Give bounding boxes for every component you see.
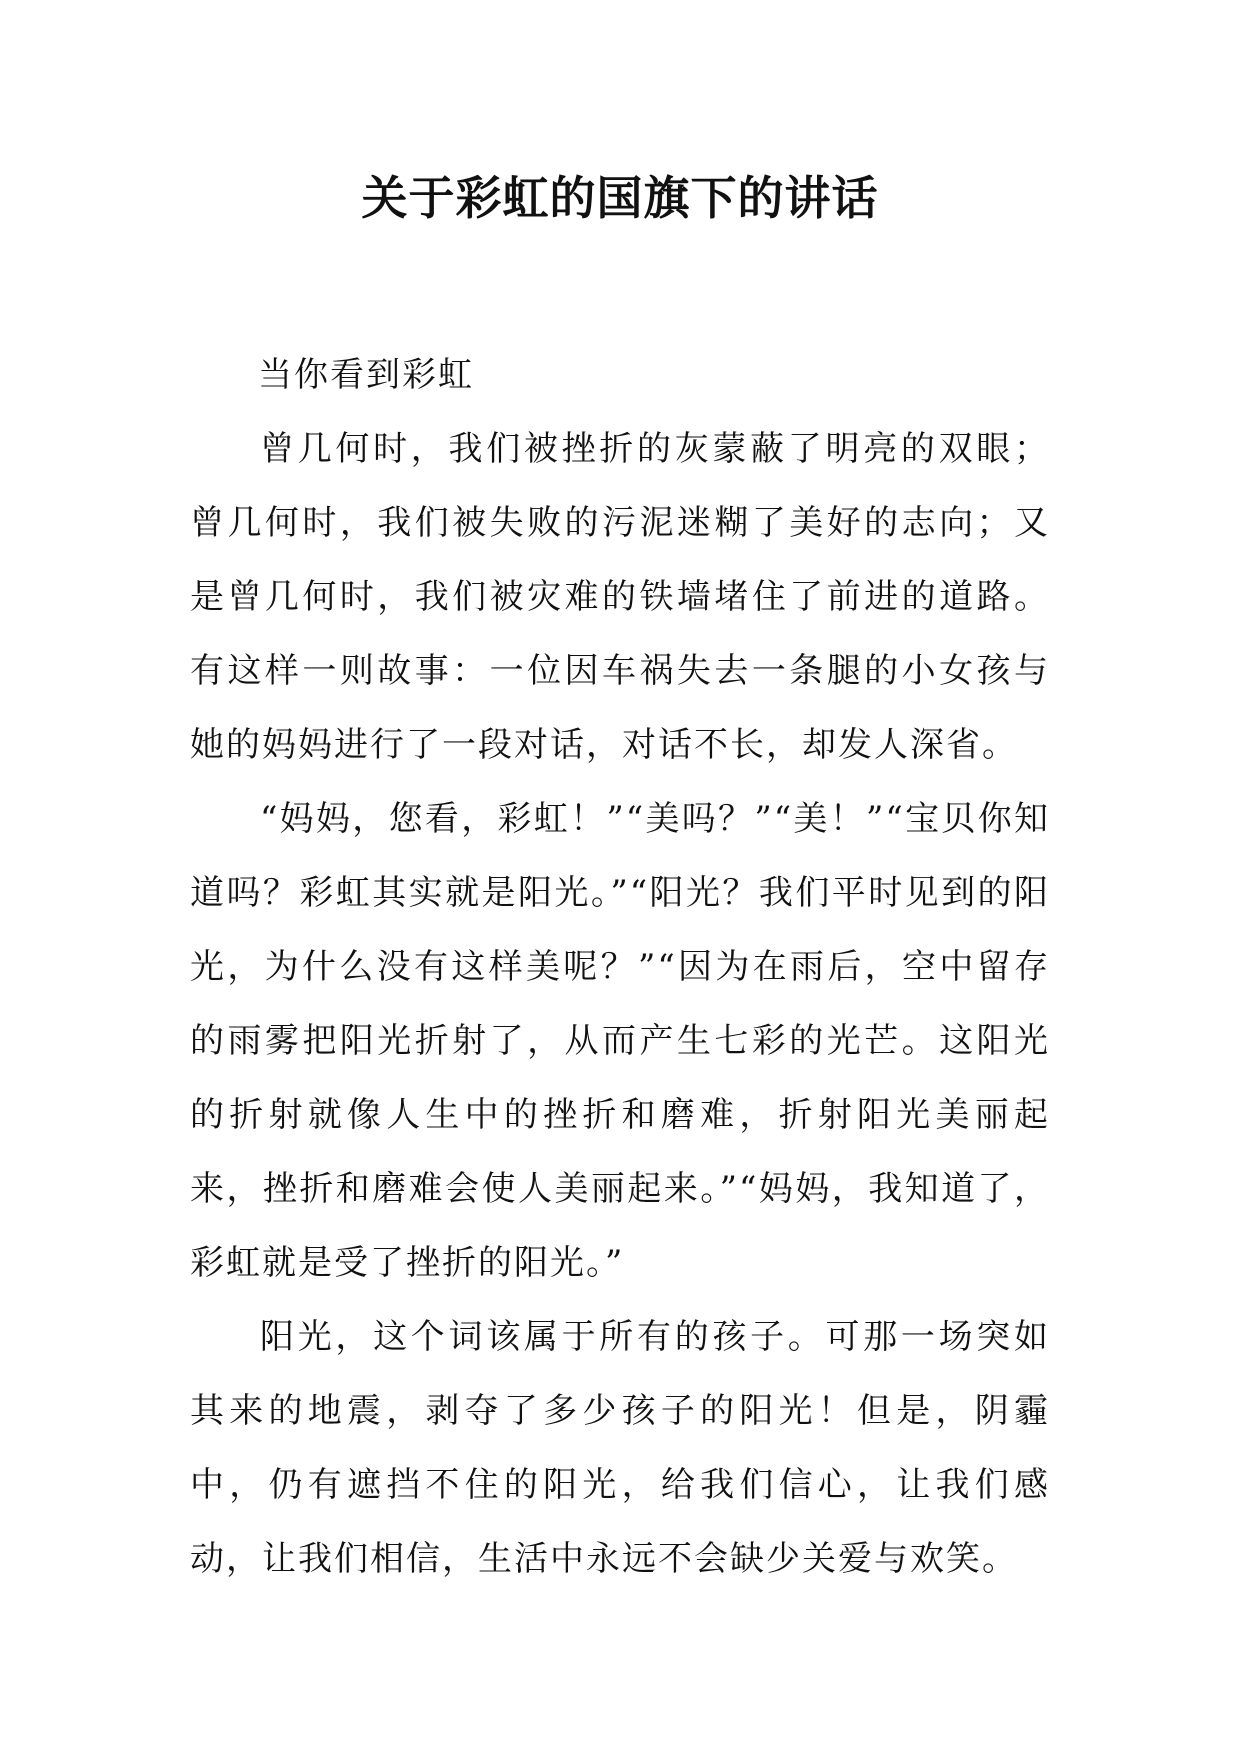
paragraph-3: 阳光，这个词该属于所有的孩子。可那一场突如其来的地震，剥夺了多少孩子的阳光！但是，阴霾中，仍有遮挡不住的阳光，给我们信心，让我们感动，让我们相信，生活中永远不会缺少关爱与欢笑。 bbox=[190, 1317, 1050, 1579]
document-body bbox=[190, 338, 1050, 1596]
document-title: 关于彩虹的国旗下的讲话 bbox=[361, 171, 879, 225]
paragraph-subtitle: 当你看到彩虹 bbox=[258, 355, 474, 395]
paragraph-1: 曾几何时，我们被挫折的灰蒙蔽了明亮的双眼；曾几何时，我们被失败的污泥迷糊了美好的志向；又是曾几何时，我们被灾难的铁墙堵住了前进的道路。有这样一则故事：一位因车祸失去一条腿的小女孩与她的妈妈进行了一段对话，对话不长，却发人深省。 bbox=[190, 429, 1050, 765]
paragraph-2: “妈妈，您看，彩虹！”“美吗？”“美！”“宝贝你知道吗？彩虹其实就是阳光。”“阳光？我们平时见到的阳光，为什么没有这样美呢？”“因为在雨后，空中留存的雨雾把阳光折射了，从而产生七彩的光芒。这阳光的折射就像人生中的挫折和磨难，折射阳光美丽起来，挫折和磨难会使人美丽起来。”“妈妈，我知道了，彩虹就是受了挫折的阳光。” bbox=[190, 799, 1050, 1283]
